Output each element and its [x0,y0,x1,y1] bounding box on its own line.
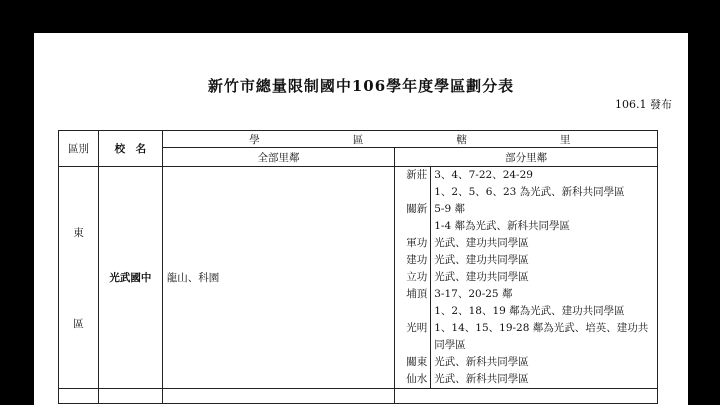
district-char-east: 東 [73,226,84,239]
partial-row [395,218,657,235]
village-desc: 光武、建功共同學區 [434,271,529,283]
partial-row [395,303,657,320]
district-char-area: 區 [73,317,84,330]
header-school: 校 名 [99,131,163,167]
release-note: 106.1 發布 [615,98,672,111]
partial-villages [395,167,658,389]
header-full-neighborhoods: 全部里鄰 [162,148,394,167]
district-cell [59,167,99,389]
village-name: 建功 [395,252,431,269]
header-scope-char-1: 學 [249,133,260,146]
partial-row [395,354,657,371]
partial-row [395,371,657,388]
village-name: 新莊 [395,167,431,184]
document-title: 新竹市總量限制國中106學年度學區劃分表 [207,77,515,95]
village-desc: 光武、新科共同學區 [434,373,529,385]
village-name: 關東 [395,354,431,371]
partial-row [395,201,657,218]
next-row-cell [99,389,163,404]
full-villages: 龍山、科園 [162,167,394,389]
village-desc: 1、2、5、6、23 為光武、新科共同學區 [434,186,625,198]
partial-row [395,337,657,354]
next-row-cell [395,389,658,404]
header-scope [162,131,657,148]
next-row-cell [59,389,99,404]
village-desc: 5-9 鄰 [434,203,465,215]
village-desc: 3-17、20-25 鄰 [434,288,513,300]
partial-row [395,320,657,337]
header-partial-neighborhoods: 部分里鄰 [395,148,658,167]
village-desc: 1-4 鄰為光武、新科共同學區 [434,220,570,232]
village-desc: 1、14、15、19-28 鄰為光武、培英、建功共 [434,322,649,334]
partial-row [395,235,657,252]
village-desc: 同學區 [434,339,466,351]
partial-row [395,269,657,286]
partial-row [395,167,657,184]
partial-row [395,252,657,269]
partial-row [395,184,657,201]
village-name: 關新 [395,201,431,218]
village-name: 軍功 [395,235,431,252]
village-desc: 光武、新科共同學區 [434,356,529,368]
village-name: 埔頂 [395,286,431,303]
header-scope-char-3: 轄 [456,133,467,146]
next-row-cell [162,389,394,404]
village-name: 仙水 [395,371,431,388]
district-table [58,130,658,404]
school-name: 光武國中 [99,167,163,389]
village-name: 光明 [395,320,431,337]
partial-row [395,286,657,303]
header-district: 區別 [59,131,99,167]
village-name: 立功 [395,269,431,286]
village-desc: 1、2、18、19 鄰為光武、建功共同學區 [434,305,625,317]
village-desc: 光武、建功共同學區 [434,254,529,266]
village-desc: 3、4、7-22、24-29 [434,169,533,181]
village-desc: 光武、建功共同學區 [434,237,529,249]
header-scope-char-4: 里 [559,133,571,146]
header-scope-char-2: 區 [352,133,364,146]
document-page [34,33,688,405]
